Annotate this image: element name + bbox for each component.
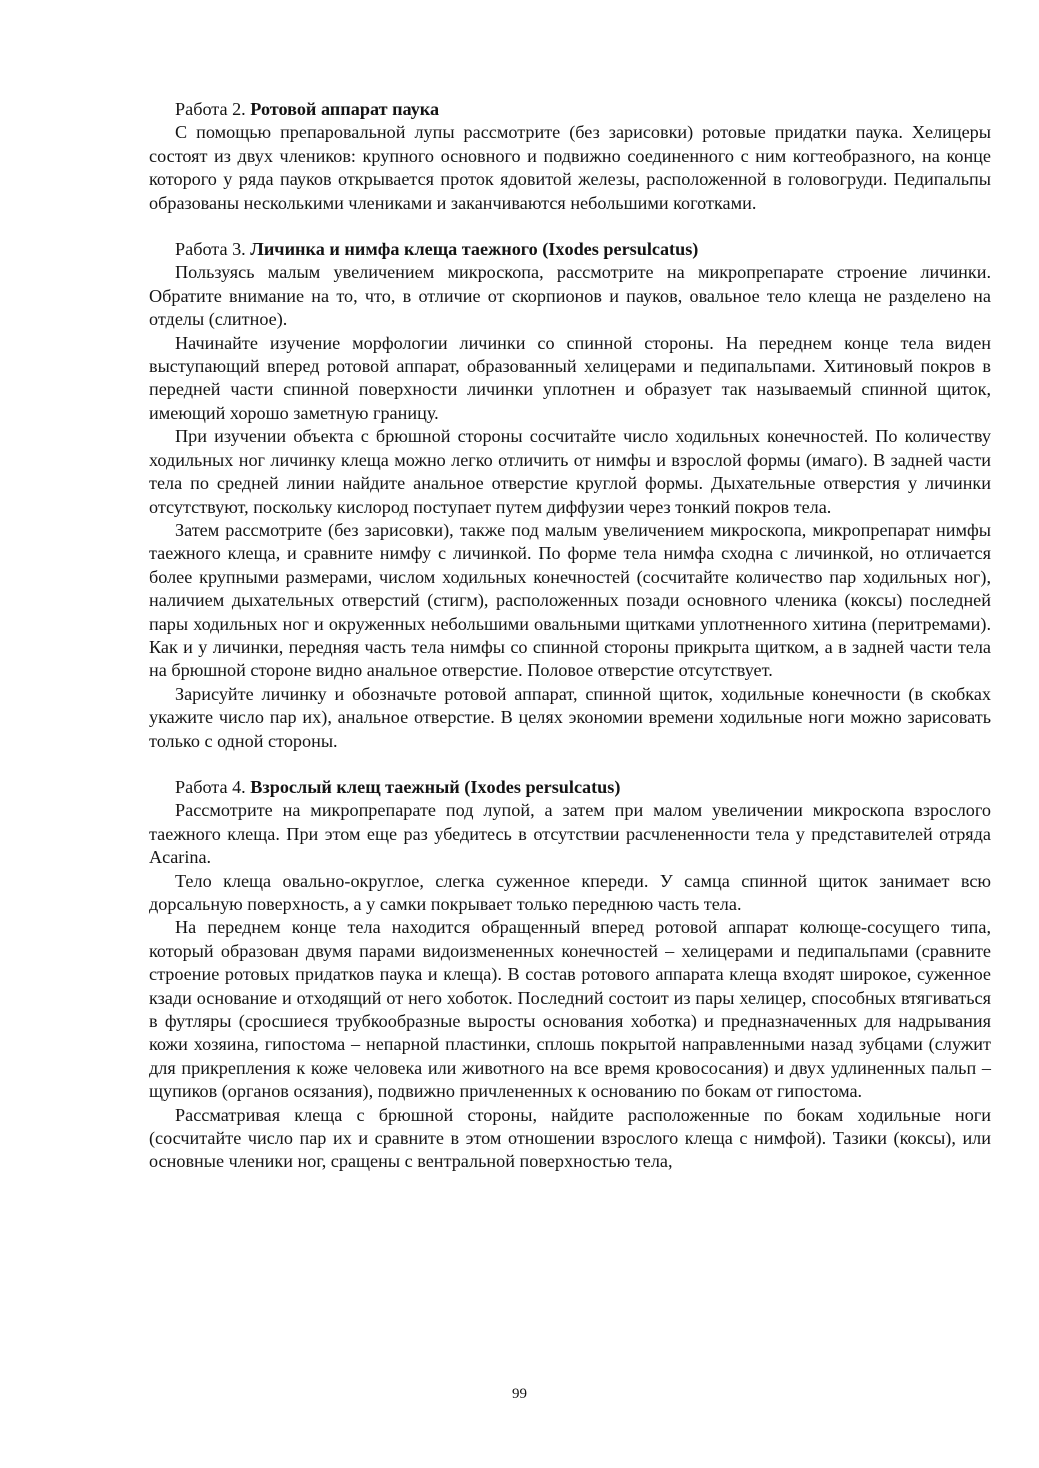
paragraph: Затем рассмотрите (без зарисовки), также под малым увеличением микроскопа, микропрепарат нимфы таежного клеща, и сравните нимфу с личинкой. По форме тела нимфа сходна с личинкой, но отличается более крупными размерами, числом ходильных конечностей (сосчитайте количество пар ходильных ног), наличием дыхательных отверстий (стигм), расположенных позади основного членика (коксы) последней пары ходильных ног и окруженных небольшими овальными щитками уплотненного хитина (перитремами). Как и у личинки, передняя часть тела нимфы со спинной стороны прикрыта щитком, а в задней части тела на брюшной стороне видно анальное отверстие. Половое отверстие отсутствует.	[149, 519, 991, 681]
paragraph: Зарисуйте личинку и обозначьте ротовой аппарат, спинной щиток, ходильные конечности (в скобках укажите число пар их), анальное отверстие. В целях экономии времени ходильные ноги можно зарисовать только с одной стороны.	[149, 683, 991, 751]
document-page	[149, 98, 991, 1174]
page-number: 99	[512, 1386, 527, 1402]
paragraph: Тело клеща овально-округлое, слегка суженное кпереди. У самца спинной щиток занимает всю дорсальную поверхность, а у самки покрывает только переднюю часть тела.	[149, 870, 991, 914]
section-heading-work-2	[149, 98, 991, 121]
heading-prefix: Работа 3.	[175, 239, 251, 260]
heading-title: Ротовой аппарат паука	[250, 99, 440, 119]
heading-title: Личинка и нимфа клеща таежного (Ixodes persulcatus)	[250, 239, 699, 260]
section-heading-work-4	[149, 776, 991, 799]
paragraph: С помощью препаровальной лупы рассмотрите (без зарисовки) ротовые придатки паука. Хелицеры состоят из двух члеников: крупного основного и подвижно соединенного с ним когтеобразного, на конце которого у ряда пауков открывается проток ядовитой железы, расположенной в головогруди. Педипальпы образованы несколькими члениками и заканчиваются небольшими коготками.	[149, 122, 991, 213]
heading-prefix: Работа 2.	[175, 99, 251, 119]
heading-prefix: Работа 4.	[175, 776, 251, 797]
paragraph: Начинайте изучение морфологии личинки со спинной стороны. На переднем конце тела виден выступающий вперед ротовой аппарат, образованный хелицерами и педипальпами. Хитиновый покров в передней части спинной поверхности личинки уплотнен и образует так называемый спинной щиток, имеющий хорошо заметную границу.	[149, 332, 991, 423]
paragraph: Пользуясь малым увеличением микроскопа, рассмотрите на микропрепарате строение личинки. Обратите внимание на то, что, в отличие от скорпионов и пауков, овальное тело клеща не разделено на отделы (слитное).	[149, 262, 991, 330]
paragraph: На переднем конце тела находится обращенный вперед ротовой аппарат колюще-сосущего типа, который образован двумя парами видоизмененных конечностей – хелицерами и педипальпами (сравните строение ротовых придатков паука и клеща). В состав ротового аппарата клеща входят широкое, суженное кзади основание и отходящий от него хоботок. Последний состоит из пары хелицер, способных втягиваться в футляры (сросшиеся трубкообразные выросты основания хоботка) и предназначенных для надрывания кожи хозяина, гипостома – непарной пластинки, сплошь покрытой направленными назад зубцами (служит для прикрепления к коже человека или животного на все время кровососания) и двух удлиненных пальп – щупиков (органов осязания), подвижно причлененных к основанию по бокам от гипостома.	[149, 917, 991, 1102]
section-heading-work-3	[149, 238, 991, 261]
paragraph: При изучении объекта с брюшной стороны сосчитайте число ходильных конечностей. По количеству ходильных ног личинку клеща можно легко отличить от нимфы и взрослой формы (имаго). В задней части тела по средней линии найдите анальное отверстие круглой формы. Дыхательные отверстия у личинки отсутствуют, поскольку кислород поступает путем диффузии через тонкий покров тела.	[149, 426, 991, 517]
paragraph: Рассматривая клеща с брюшной стороны, найдите расположенные по бокам ходильные ноги (сосчитайте число пар их и сравните в этом отношении взрослого клеща с нимфой). Тазики (коксы), или основные членики ног, сращены с вентральной поверхностью тела,	[149, 1104, 991, 1172]
paragraph: Рассмотрите на микропрепарате под лупой, а затем при малом увеличении микроскопа взрослого таежного клеща. При этом еще раз убедитесь в отсутствии расчлененности тела у представителей отряда Acarina.	[149, 800, 991, 868]
heading-title: Взрослый клещ таежный (Ixodes persulcatus)	[250, 776, 621, 797]
